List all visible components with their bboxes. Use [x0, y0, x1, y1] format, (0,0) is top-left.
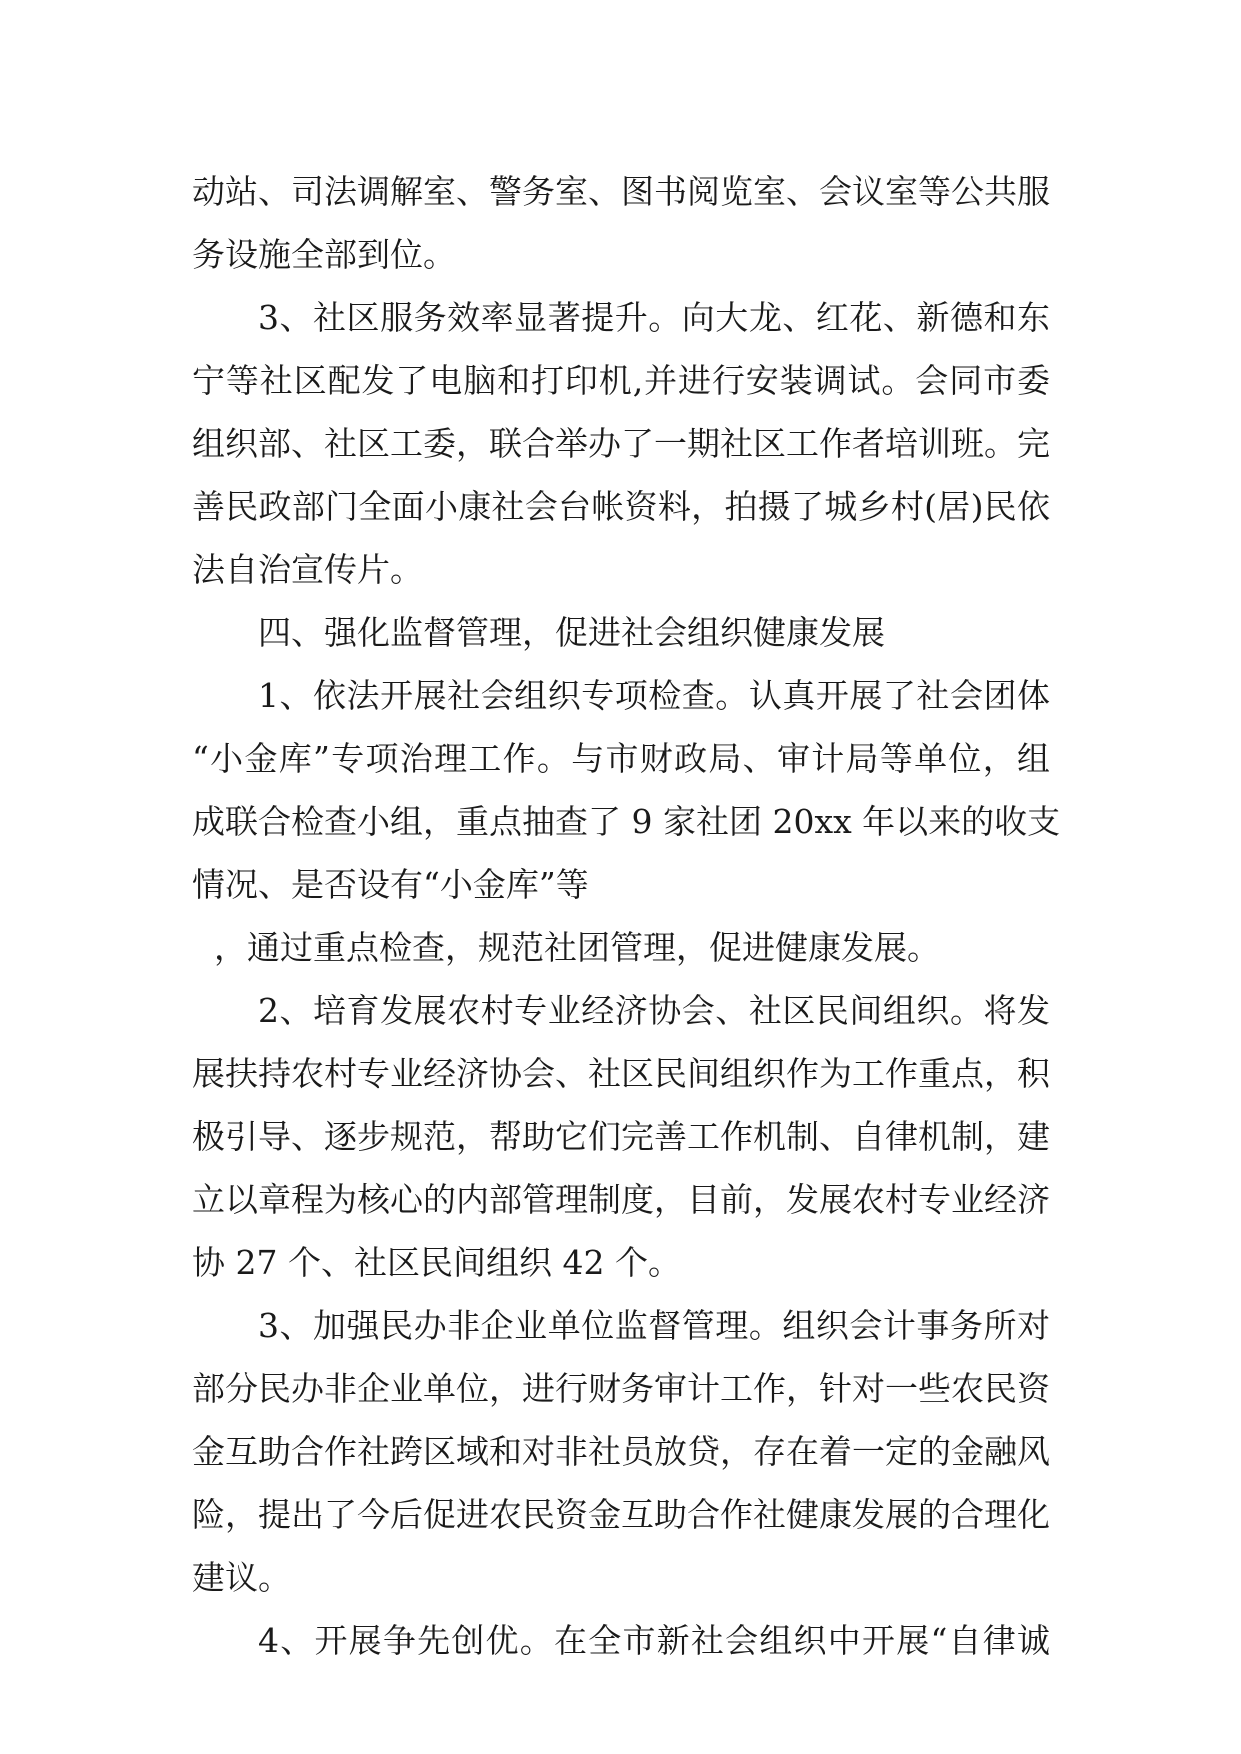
text-line: ，通过重点检查，规范社团管理，促进健康发展。: [214, 928, 940, 967]
text-line: 法自治宣传片。: [192, 550, 423, 589]
text-line: 立以章程为核心的内部管理制度，目前，发展农村专业经济: [192, 1180, 1050, 1219]
text-line: 善民政部门全面小康社会台帐资料，拍摄了城乡村(居)民依: [192, 487, 1050, 526]
document-body: [192, 160, 1061, 1672]
paragraph-start-line: 1、依法开展社会组织专项检查。认真开展了社会团体: [258, 676, 1050, 715]
text-line: 金互助合作社跨区域和对非社员放贷，存在着一定的金融风: [192, 1432, 1050, 1471]
text-line: 成联合检查小组，重点抽查了 9 家社团 20xx 年以来的收支: [192, 802, 1061, 841]
paragraph-start-line: 3、加强民办非企业单位监督管理。组织会计事务所对: [258, 1306, 1050, 1345]
text-line: “小金库”专项治理工作。与市财政局、审计局等单位，组: [192, 739, 1050, 778]
text-line: 宁等社区配发了电脑和打印机,并进行安装调试。会同市委: [192, 361, 1050, 400]
text-line: 组织部、社区工委，联合举办了一期社区工作者培训班。完: [192, 424, 1050, 463]
text-line: 协 27 个、社区民间组织 42 个。: [192, 1243, 681, 1282]
paragraph-start-line: 3、社区服务效率显著提升。向大龙、红花、新德和东: [258, 298, 1050, 337]
text-line: 部分民办非企业单位，进行财务审计工作，针对一些农民资: [192, 1369, 1050, 1408]
section-heading: 四、强化监督管理，促进社会组织健康发展: [258, 613, 885, 652]
text-line: 情况、是否设有“小金库”等: [192, 865, 589, 904]
paragraph-start-line: 4、开展争先创优。在全市新社会组织中开展“自律诚: [258, 1621, 1050, 1660]
text-line: 动站、司法调解室、警务室、图书阅览室、会议室等公共服: [192, 172, 1050, 211]
text-line: 极引导、逐步规范，帮助它们完善工作机制、自律机制，建: [192, 1117, 1050, 1156]
text-line: 展扶持农村专业经济协会、社区民间组织作为工作重点，积: [192, 1054, 1050, 1093]
text-line: 险，提出了今后促进农民资金互助合作社健康发展的合理化: [192, 1495, 1050, 1534]
text-line: 务设施全部到位。: [192, 235, 456, 274]
text-line: 建议。: [192, 1558, 291, 1597]
paragraph-start-line: 2、培育发展农村专业经济协会、社区民间组织。将发: [258, 991, 1050, 1030]
